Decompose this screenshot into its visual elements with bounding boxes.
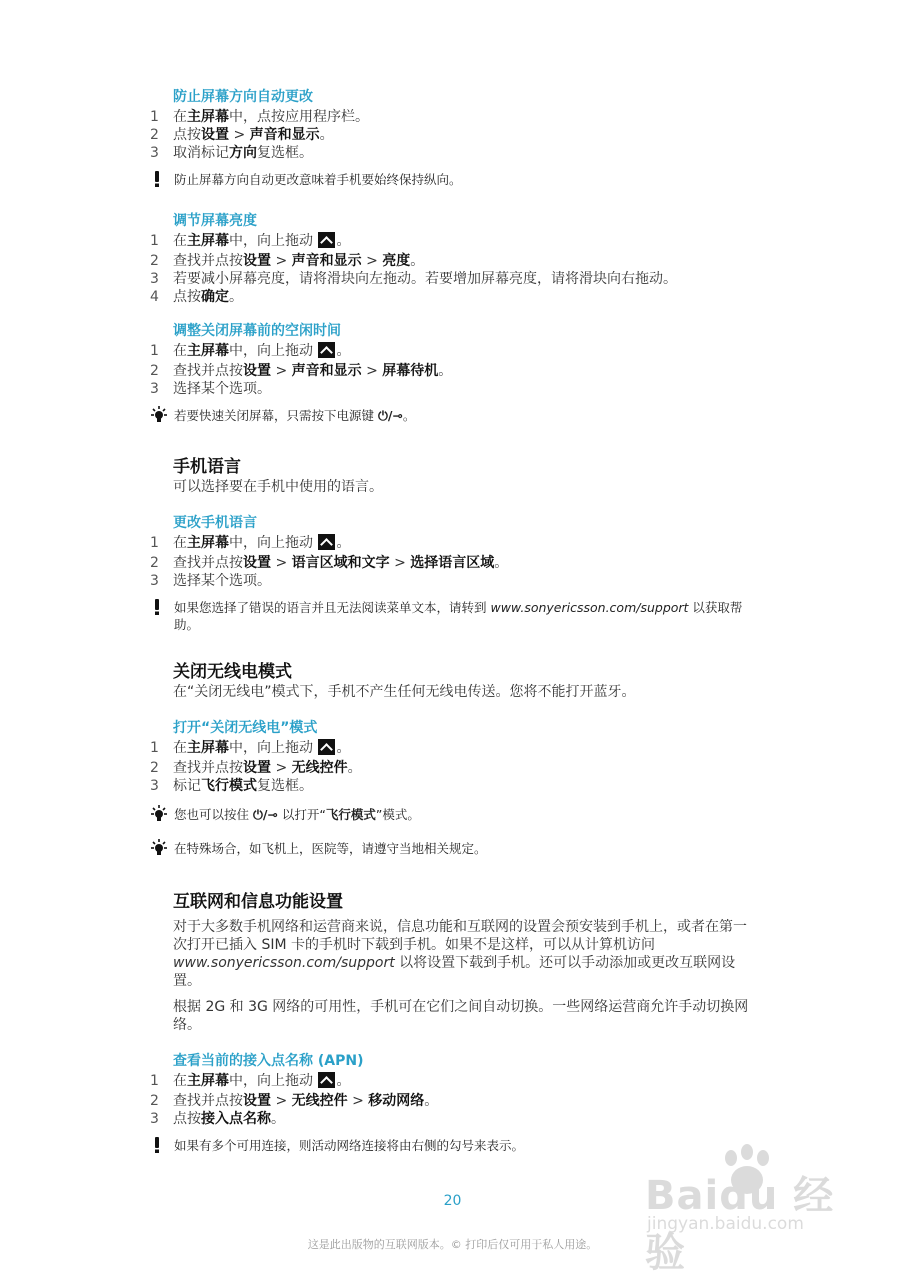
paragraph: 根据 2G 和 3G 网络的可用性，手机可在它们之间自动切换。一些网络运营商允许手动切换网络。 <box>173 999 749 1033</box>
section-title: 关闭无线电模式 <box>173 662 292 682</box>
paragraph: 可以选择要在手机中使用的语言。 <box>173 479 383 495</box>
section-heading: 防止屏幕方向自动更改 <box>173 89 313 105</box>
paragraph: 在“关闭无线电”模式下，手机不产生任何无线电传送。您将不能打开蓝牙。 <box>173 684 636 700</box>
exclamation-icon <box>150 598 168 616</box>
up-arrow-icon <box>318 1072 335 1088</box>
power-key-icon: ⏻/⊸ <box>252 807 278 822</box>
section-title: 互联网和信息功能设置 <box>173 892 343 912</box>
watermark-url: jingyan.baidu.com <box>647 1214 804 1234</box>
support-link[interactable]: www.sonyericsson.com/support <box>173 955 395 971</box>
footer-copyright: 这是此出版物的互联网版本。© 打印后仅可用于私人用途。 <box>307 1238 598 1251</box>
watermark-brand: Baidu 经验 <box>645 1173 835 1276</box>
support-link[interactable]: www.sonyericsson.com/support <box>490 600 689 615</box>
lightbulb-icon <box>150 805 168 823</box>
up-arrow-icon <box>318 534 335 550</box>
exclamation-icon <box>150 1136 168 1154</box>
exclamation-icon <box>150 170 168 188</box>
paragraph: 对于大多数手机网络和运营商来说，信息功能和互联网的设置会预安装到手机上，或者在第一次打开已插入 SIM 卡的手机时下载到手机。如果不是这样，可以从计算机访问www.sonyericsson.com/support 以将设置下载到手机。还可以手动添加或更改互联网设置。 <box>173 919 747 989</box>
up-arrow-icon <box>318 739 335 755</box>
section-heading: 调节屏幕亮度 <box>173 213 257 229</box>
section-heading: 查看当前的接入点名称 (APN) <box>173 1053 364 1069</box>
page-number: 20 <box>443 1193 462 1209</box>
lightbulb-icon <box>150 406 168 424</box>
power-key-icon: ⏻/⊸ <box>377 408 403 423</box>
watermark <box>645 1150 855 1276</box>
section-heading: 调整关闭屏幕前的空闲时间 <box>173 323 341 339</box>
section-heading: 打开“关闭无线电”模式 <box>173 720 318 736</box>
up-arrow-icon <box>318 232 335 248</box>
up-arrow-icon <box>318 342 335 358</box>
lightbulb-icon <box>150 839 168 857</box>
section-title: 手机语言 <box>173 457 241 477</box>
section-heading: 更改手机语言 <box>173 515 257 531</box>
document-page: 防止屏幕方向自动更改 1 在主屏幕中，点按应用程序栏。 2 点按设置 > 声音和显示。 3 取消标记方向复选框。 防止屏幕方向自动更改意味着手机要始终保持纵向。 调节屏幕亮度 1 在主屏幕中，向上拖动 。 2 查找并点按设置 > 声音和显示 > 亮度。 3 若要减小屏幕亮度，请将滑块向左拖动。若要增加屏幕亮度，请将滑块向右拖动。 4 点按确定。 调整关闭屏幕前的空闲时间 1 在主屏幕中，向上拖动 。 2 查找并点按设置 > 声音和显示 > 屏幕待机。 3 选择某个选项。 若要快速关闭屏幕，只需按下电源键 ⏻/⊸。 手机语言 可以选择要在手机中使用的语言。 更改手机语言 1 在主屏幕中，向上拖动 。 2 查找并点按设置 > 语言区域和文字 > 选择语言区域。 3 选择某个选项。 如果您选择了错误的语言并且无法阅读菜单文本，请转到 www.sonyericsson.com/support 以获取帮助。 关闭无线电模式 在“关闭无线电”模式下，手机不产生任何无线电传送。您将不能打开蓝牙。 打开“关闭无线电”模式 1 在主屏幕中，向上拖动 。 2 查找并点按设置 > 无线控件。 3 标记飞行模式复选框。 您也可以按住 ⏻/⊸ 以打开“飞行模式”模式。 在特殊场合，如飞机上，医院等，请遵守当地相关规定。 互联网和信息功能设置 对于大多数手机网络和运营商来说，信息功能和互联网的设置会预安装到手机上，或者在第一次打开已插入 SIM 卡的手机时下载到手机。如果不是这样，可以从计算机访问www.sonyericsson.com/support 以将设置下载到手机。还可以手动添加或更改互联网设置。 根据 2G 和 3G 网络的可用性，手机可在它们之间自动切换。一些网络运营商允许手动切换网络。 查看当前的接入点名称 (APN) 1 在主屏幕中，向上拖动 。 2 查找并点按设置 > 无线控件 > 移动网络。 3 点按接入点名称。 如果有多个可用连接，则活动网络连接将由右侧的勾号来表示。 20 这是此出版物的互联网版本。© 打印后仅可用于私人用途。 Baidu 经验 jingyan.baidu.com <box>0 0 905 1280</box>
